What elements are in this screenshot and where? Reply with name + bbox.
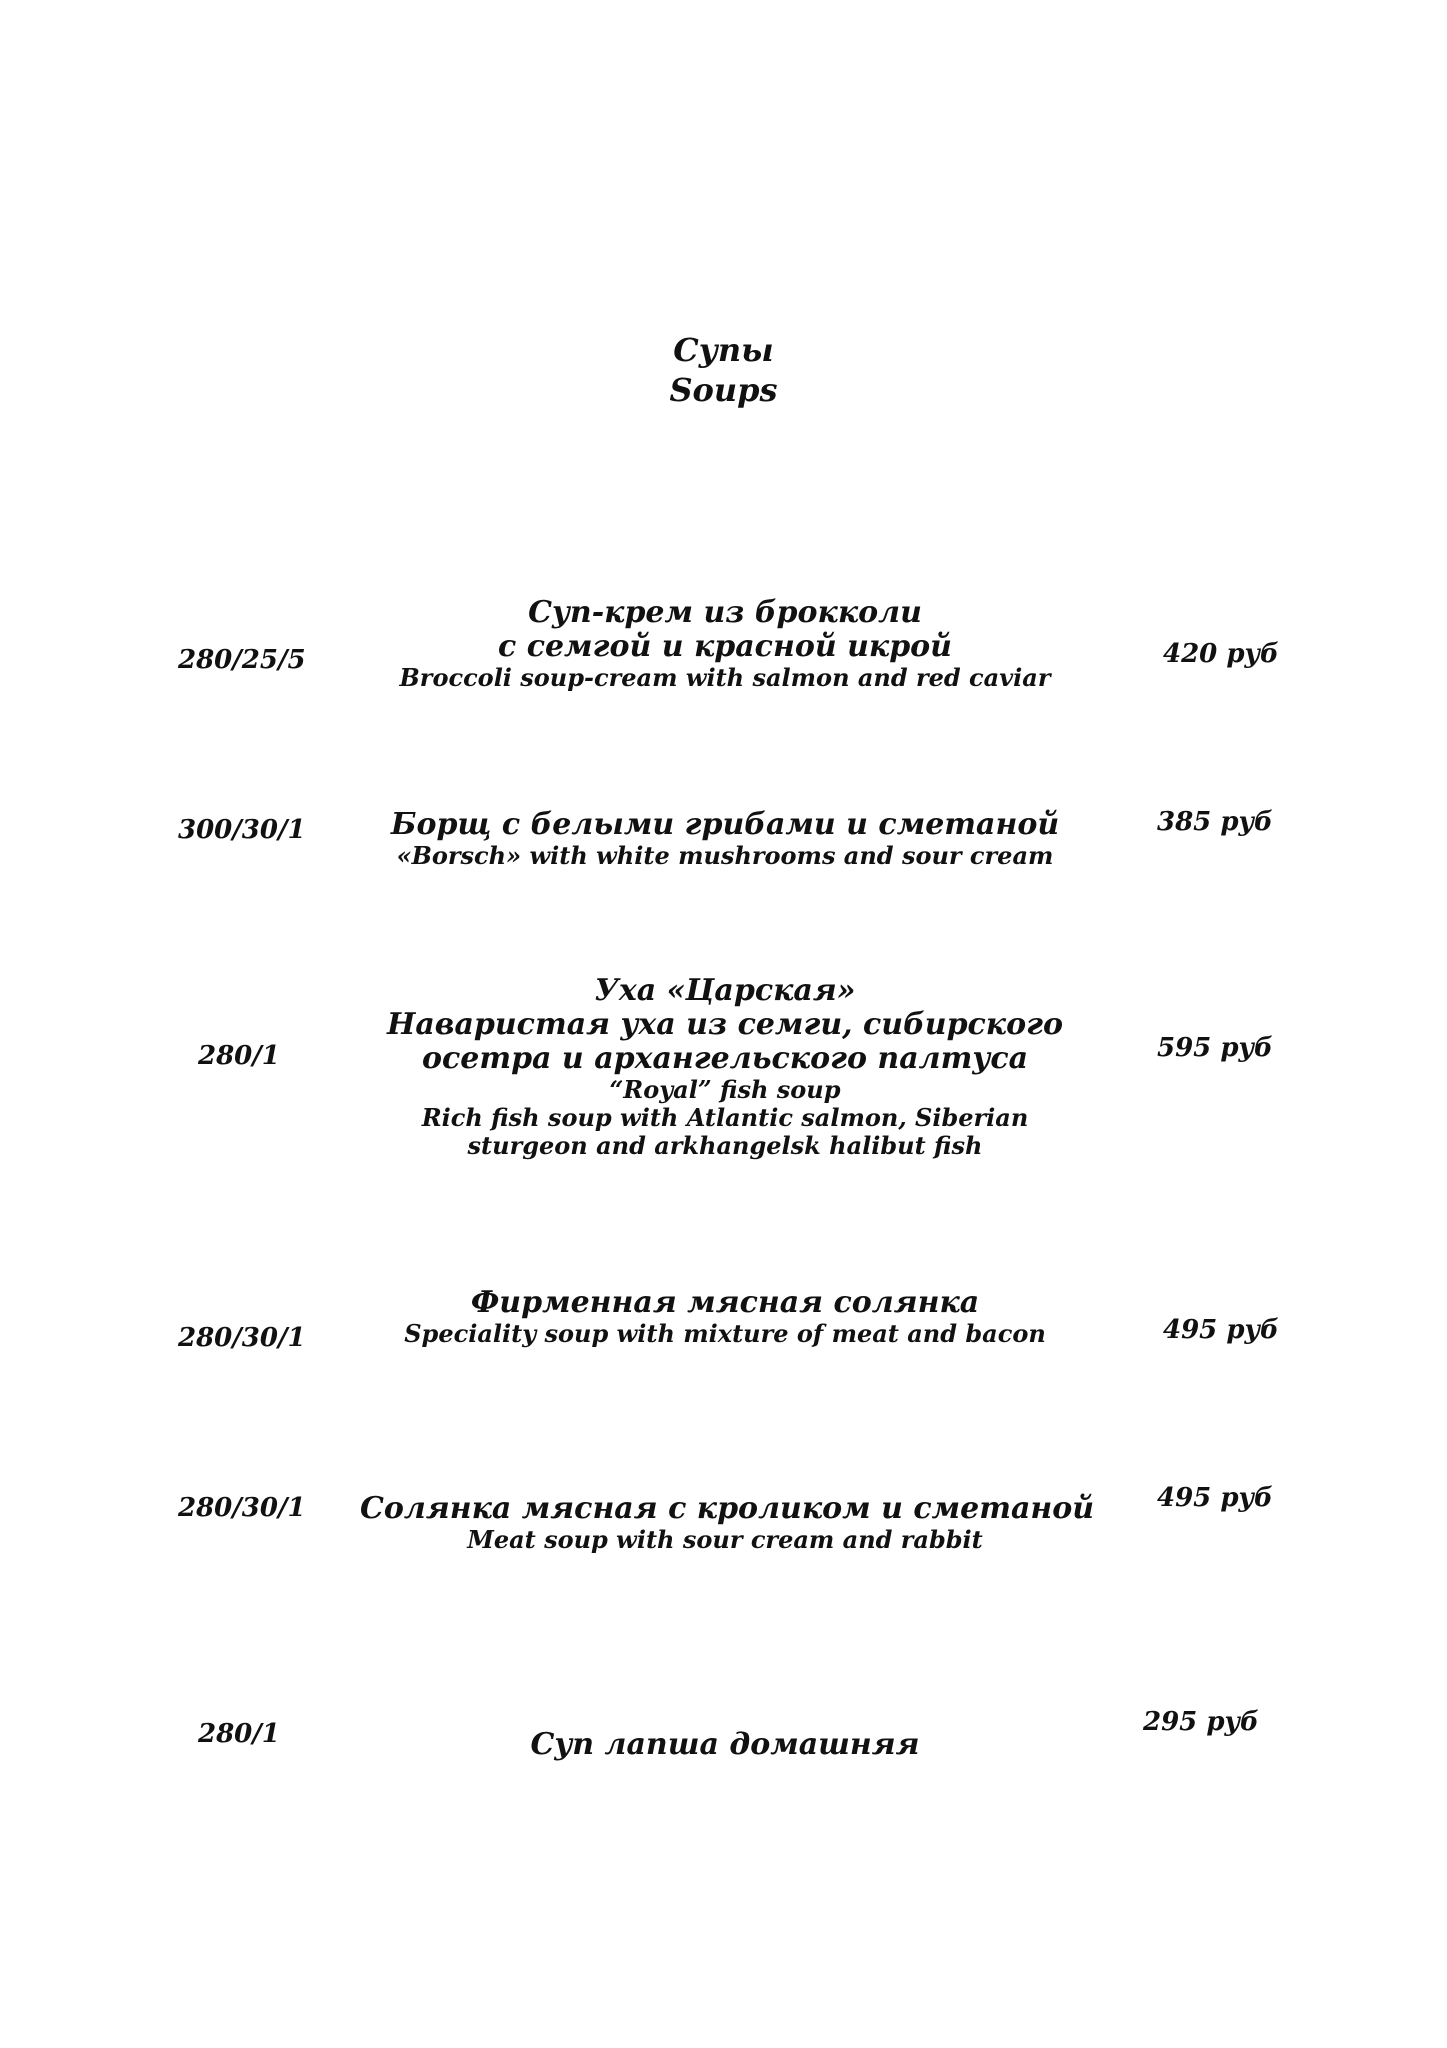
item-name-ru: Фирменная мясная солянка — [470, 1285, 980, 1320]
item-weight: 280/1 — [198, 1041, 280, 1071]
item-weight: 280/30/1 — [178, 1323, 306, 1353]
item-name-ru: Суп-крем из брокколи — [528, 595, 922, 630]
item-name-en: «Borsch» with white mushrooms and sour cream — [396, 841, 1054, 870]
item-price: 595 руб — [1157, 1033, 1273, 1063]
item-name-ru: осетра и архангельского палтуса — [421, 1041, 1029, 1076]
item-weight: 280/30/1 — [178, 1493, 306, 1523]
item-price: 295 руб — [1143, 1707, 1259, 1737]
item-name-ru: Солянка мясная с кроликом и сметаной — [360, 1491, 1095, 1526]
item-name-ru: с семгой и красной икрой — [497, 629, 952, 664]
item-name-en: Broccoli soup-cream with salmon and red caviar — [399, 663, 1051, 692]
item-name-en: Meat soup with sour cream and rabbit — [467, 1525, 983, 1554]
item-weight: 280/1 — [198, 1719, 280, 1749]
section-title-ru: Супы — [673, 331, 774, 369]
item-name-en: “Royal” fish soup — [609, 1075, 841, 1104]
item-names — [360, 596, 1090, 692]
item-name-en: Speciality soup with mixture of meat and bacon — [404, 1319, 1046, 1348]
item-name-en: Rich fish soup with Atlantic salmon, Siberian — [421, 1103, 1029, 1132]
item-names — [360, 974, 1090, 1160]
item-name-ru: Уха «Царская» — [594, 973, 856, 1008]
item-price: 495 руб — [1163, 1315, 1279, 1345]
item-name-ru: Суп лапша домашняя — [530, 1727, 920, 1762]
section-heading — [0, 330, 1447, 410]
item-names — [360, 1286, 1090, 1348]
section-title-en: Soups — [669, 371, 778, 409]
item-names — [360, 1491, 1095, 1554]
item-name-ru: Борщ с белыми грибами и сметаной — [390, 807, 1060, 842]
item-weight: 280/25/5 — [178, 645, 306, 675]
item-weight: 300/30/1 — [178, 815, 306, 845]
item-name-en: sturgeon and arkhangelsk halibut fish — [467, 1131, 983, 1160]
item-price: 495 руб — [1157, 1483, 1273, 1513]
item-price: 420 руб — [1163, 639, 1279, 669]
item-names — [360, 1728, 1090, 1762]
item-names — [360, 808, 1090, 870]
item-name-ru: Наваристая уха из семги, сибирского — [386, 1007, 1064, 1042]
item-price: 385 руб — [1157, 807, 1273, 837]
